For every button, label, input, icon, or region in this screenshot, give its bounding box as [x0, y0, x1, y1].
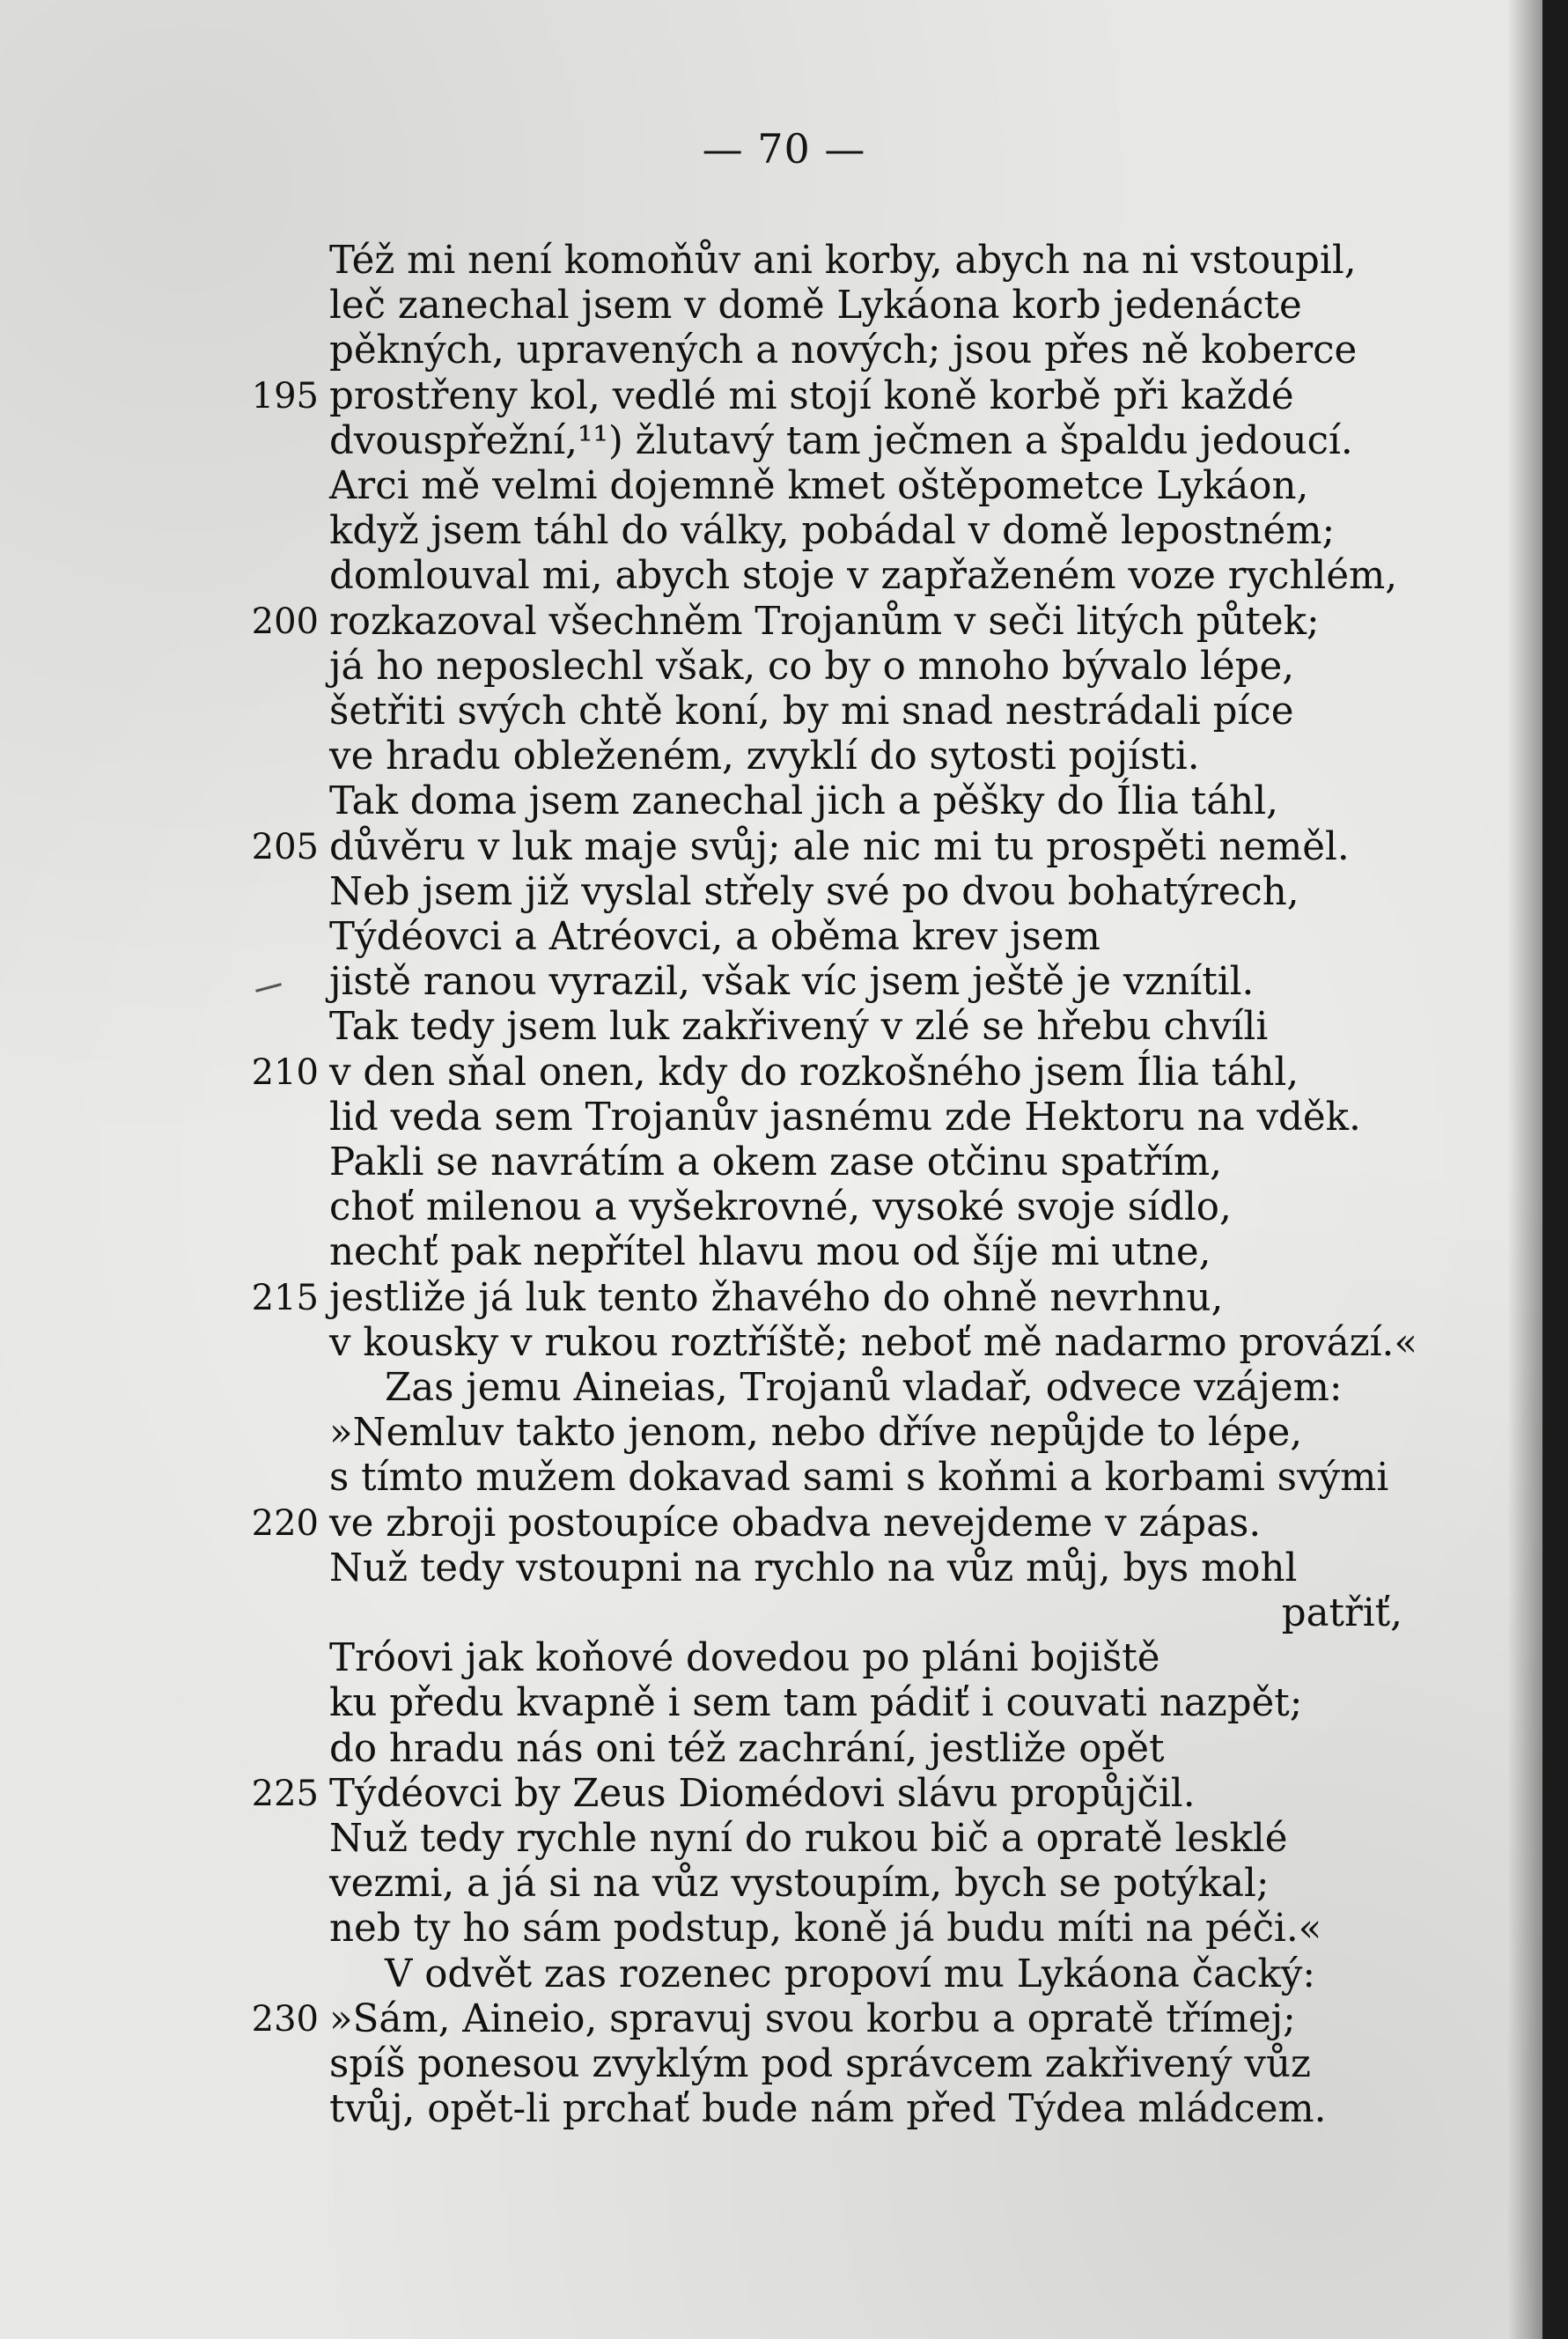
- verse-line: [0, 644, 1568, 690]
- verse-line: [0, 1996, 1568, 2042]
- verse-text: Týdéovci a Atréovci, a oběma krev jsem: [329, 915, 1101, 959]
- verse-line: [0, 463, 1568, 509]
- verse-line: [0, 328, 1568, 373]
- verse-line: [0, 1184, 1568, 1230]
- line-number: 220: [251, 1502, 319, 1544]
- verse-text: důvěru v luk maje svůj; ale nic mi tu prospěti neměl.: [329, 824, 1350, 869]
- verse-line: [0, 1726, 1568, 1772]
- verse-line: [0, 2041, 1568, 2087]
- line-number: 225: [251, 1773, 319, 1814]
- verse-text: jestliže já luk tento žhavého do ohně nevrhnu,: [329, 1275, 1224, 1320]
- verse-text: rozkazoval všechněm Trojanům v seči litých půtek;: [329, 599, 1320, 644]
- verse-text: Tróovi jak koňové dovedou po pláni bojiště: [329, 1636, 1160, 1681]
- verse-text: »Nemluv takto jenom, nebo dříve nepůjde to lépe,: [329, 1411, 1303, 1456]
- verse-line: [0, 1320, 1568, 1366]
- verse-text: Tak doma jsem zanechal jich a pěšky do Ília táhl,: [329, 779, 1278, 824]
- verse-line: [0, 824, 1568, 870]
- verse-line: [0, 689, 1568, 734]
- verse-line: [0, 778, 1568, 824]
- verse-text: Arci mě velmi dojemně kmet oštěpometce Lykáon,: [329, 464, 1309, 508]
- line-number: 215: [251, 1277, 319, 1318]
- verse-text: Pakli se navrátím a okem zase otčinu spatřím,: [329, 1140, 1222, 1184]
- verse-line: [0, 1952, 1568, 1997]
- verse-text: s tímto mužem dokavad sami s koňmi a korbami svými: [329, 1456, 1389, 1501]
- verse-text: do hradu nás oni též zachrání, jestliže opět: [329, 1726, 1165, 1771]
- verse-line: [0, 1635, 1568, 1681]
- verse-line: [0, 1906, 1568, 1952]
- verse-line: [0, 1861, 1568, 1907]
- verse-line: [0, 1501, 1568, 1546]
- verse-line: [0, 238, 1568, 284]
- verse-text: domlouval mi, abych stoje v zapřaženém voze rychlém,: [329, 554, 1398, 599]
- verse-text: V odvět zas rozenec propoví mu Lykáona čacký:: [385, 1952, 1315, 1996]
- verse-text: ve hradu obleženém, zvyklí do sytosti pojísti.: [329, 734, 1200, 779]
- verse-line: [0, 1410, 1568, 1456]
- verse-line: [0, 283, 1568, 328]
- verse-text: Týdéovci by Zeus Diomédovi slávu propůjčil.: [329, 1771, 1196, 1816]
- verse-text: Neb jsem již vyslal střely své po dvou bohatýrech,: [329, 869, 1299, 914]
- verse-line: [0, 1546, 1568, 1591]
- line-number: 210: [251, 1051, 319, 1093]
- verse-text: ku předu kvapně i sem tam pádiť i couvati nazpět;: [329, 1681, 1303, 1726]
- verse-text: jistě ranou vyrazil, však víc jsem ještě je vznítil.: [329, 960, 1255, 1005]
- verse-text: šetřiti svých chtě koní, by mi snad nestrádali píce: [329, 690, 1294, 734]
- verse-text: v kousky v rukou roztříště; neboť mě nadarmo provází.«: [329, 1320, 1417, 1365]
- verse-line: [0, 553, 1568, 599]
- line-number: 230: [251, 1998, 319, 2040]
- verse-line: [0, 1680, 1568, 1726]
- line-number: 195: [251, 375, 319, 417]
- verse-text: v den sňal onen, kdy do rozkošného jsem Ília táhl,: [329, 1050, 1299, 1095]
- verse-line: [0, 1095, 1568, 1140]
- verse-line: [0, 1771, 1568, 1817]
- verse-text: Zas jemu Aineias, Trojanů vladař, odvece vzájem:: [385, 1366, 1343, 1410]
- verse-line: [0, 508, 1568, 554]
- verse-line: [0, 1050, 1568, 1096]
- verse-line: [0, 1004, 1568, 1050]
- verse-line: [0, 1229, 1568, 1275]
- verse-line: [0, 1590, 1568, 1636]
- line-number: 205: [251, 826, 319, 867]
- verse-text: pěkných, upravených a nových; jsou přes ně koberce: [329, 328, 1358, 373]
- verse-line: [0, 734, 1568, 779]
- verse-text: choť milenou a vyšekrovné, vysoké svoje sídlo,: [329, 1185, 1232, 1230]
- verse-text: vezmi, a já si na vůz vystoupím, bych se potýkal;: [329, 1862, 1270, 1907]
- page-number: — 70 —: [702, 125, 866, 173]
- verse-text: Též mi není komoňův ani korby, abych na ni vstoupil,: [329, 239, 1357, 283]
- verse-text: »Sám, Aineio, spravuj svou korbu a opratě třímej;: [329, 1996, 1296, 2041]
- verse-text: neb ty ho sám podstup, koně já budu míti na péči.«: [329, 1907, 1322, 1952]
- verse-line: [0, 1275, 1568, 1321]
- verse-line: [0, 869, 1568, 915]
- verse-text: patřiť,: [1281, 1591, 1402, 1635]
- verse-line: [0, 1816, 1568, 1862]
- verse-text: dvouspřežní,¹¹) žlutavý tam ječmen a špaldu jedoucí.: [329, 418, 1353, 463]
- verse-line: [0, 373, 1568, 419]
- verse-line: [0, 959, 1568, 1005]
- verse-text: tvůj, opět-li prchať bude nám před Týdea mládcem.: [329, 2087, 1327, 2132]
- verse-text: spíš ponesou zvyklým pod správcem zakřivený vůz: [329, 2042, 1311, 2086]
- verse-line: [0, 1455, 1568, 1501]
- verse-line: [0, 599, 1568, 645]
- verse-line: [0, 2086, 1568, 2132]
- verse-text: leč zanechal jsem v domě Lykáona korb jedenácte: [329, 284, 1302, 328]
- verse-text: já ho neposlechl však, co by o mnoho bývalo lépe,: [329, 644, 1295, 689]
- verse-line: [0, 418, 1568, 464]
- verse-line: [0, 1365, 1568, 1411]
- verse-text: Nuž tedy rychle nyní do rukou bič a opratě lesklé: [329, 1817, 1288, 1861]
- verse-line: [0, 1140, 1568, 1185]
- verse-text: když jsem táhl do války, pobádal v domě lepostném;: [329, 509, 1336, 554]
- verse-text: Nuž tedy vstoupni na rychlo na vůz můj, bys mohl: [329, 1546, 1298, 1590]
- verse-text: prostřeny kol, vedlé mi stojí koně korbě při každé: [329, 373, 1294, 418]
- verse-text: Tak tedy jsem luk zakřivený v zlé se hřebu chvíli: [329, 1005, 1269, 1050]
- verse-text: ve zbroji postoupíce obadva nevejdeme v zápas.: [329, 1501, 1262, 1546]
- verse-line: [0, 914, 1568, 960]
- verse-text: lid veda sem Trojanův jasnému zde Hektoru na vděk.: [329, 1095, 1361, 1140]
- line-number: 200: [251, 601, 319, 642]
- verse-text: nechť pak nepřítel hlavu mou od šíje mi utne,: [329, 1230, 1211, 1275]
